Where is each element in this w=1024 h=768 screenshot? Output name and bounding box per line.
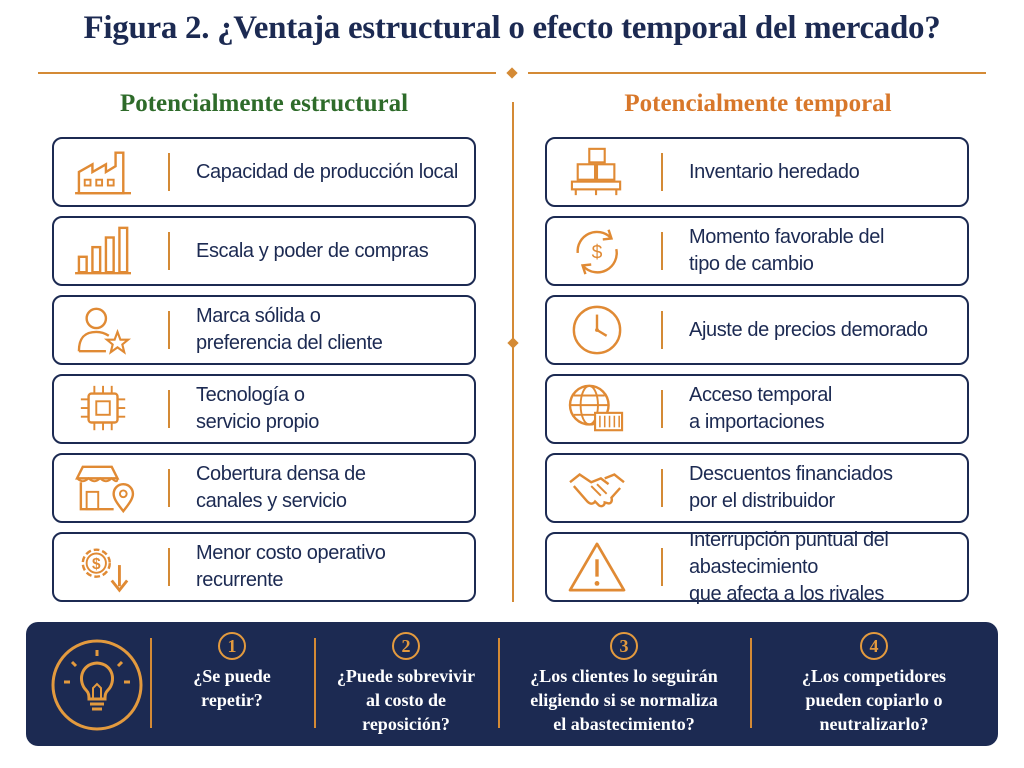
bar-chart-icon [72,224,136,278]
factor-label [196,376,468,442]
card-separator [168,469,170,507]
question-number: 2 [392,632,420,660]
factor-label-line: servicio propio [196,411,319,433]
column-divider-diamond [507,337,518,348]
factor-label [196,534,468,600]
question-text-line: reposición? [362,714,450,734]
factor-label [689,218,961,284]
footer-separator [314,638,316,728]
factor-card [545,374,969,444]
person-star-icon [72,303,136,357]
card-separator [661,469,663,507]
question-text-line: ¿Los competidores [801,666,947,686]
currency-exchange-icon [565,224,629,278]
factor-label-line: Descuentos financiados [689,463,893,485]
factor-label-line: Acceso temporal [689,384,832,406]
factor-card [52,137,476,207]
factor-label [689,528,961,605]
question-number: 4 [860,632,888,660]
card-separator [661,390,663,428]
question-text-line: neutralizarlo? [819,714,929,734]
factor-card [545,216,969,286]
figure-title: Figura 2. ¿Ventaja estructural o efecto temporal del mercado? [83,10,941,46]
factor-card [52,374,476,444]
factor-card [545,528,969,605]
factor-label-line: preferencia del cliente [196,332,383,354]
footer-separator [750,638,752,728]
factor-label [689,455,961,521]
factor-card [52,453,476,523]
factor-card [545,453,969,523]
key-question [157,628,307,712]
temporal-heading: Potencialmente temporal [624,90,892,117]
question-text-line: ¿Puede sobrevivir [336,666,476,686]
card-separator [661,311,663,349]
gear-dollar-down-icon [72,540,136,594]
svg-text:$: $ [91,555,101,573]
question-number: 3 [610,632,638,660]
factor-label [196,297,468,363]
factor-label-line: que afecta a los rivales [689,582,884,605]
factor-label-line: a importaciones [689,411,825,433]
factor-label-line: Marca sólida o [196,305,321,327]
key-question [774,628,974,736]
card-separator [168,232,170,270]
lightbulb-icon [50,638,144,732]
factor-label-line: Escala y poder de compras [196,239,429,262]
factor-label-line: tipo de cambio [689,253,814,275]
boxes-icon [565,145,629,199]
question-text-line: el abastecimiento? [553,714,695,734]
factory-icon [72,145,136,199]
factor-label-line: Momento favorable del [689,226,885,248]
question-number: 1 [218,632,246,660]
factor-label [689,139,961,205]
column-divider [512,102,514,602]
question-text-line: eligiendo si se normaliza [530,690,718,710]
factor-card [545,137,969,207]
svg-text:$: $ [591,242,603,264]
chip-icon [72,382,136,436]
card-separator [168,153,170,191]
handshake-icon [565,461,629,515]
card-separator [661,153,663,191]
factor-label-line: Interrupción puntual del abastecimiento [689,528,889,578]
card-separator [661,548,663,586]
question-text-line: repetir? [201,690,263,710]
factor-card [52,216,476,286]
key-question [321,628,491,736]
factor-label-line: Tecnología o [196,384,305,406]
card-separator [661,232,663,270]
factor-label [689,376,961,442]
question-text-line: al costo de [366,690,446,710]
title-divider-diamond [506,67,517,78]
factor-card [52,532,476,602]
card-separator [168,311,170,349]
globe-container-icon [565,382,629,436]
factor-label [689,297,961,363]
card-separator [168,390,170,428]
structural-heading: Potencialmente estructural [119,90,409,117]
factor-label-line: Ajuste de precios demorado [689,318,928,341]
footer-separator [498,638,500,728]
factor-label [196,218,468,284]
key-question [504,628,744,736]
factor-label-line: por el distribuidor [689,490,835,512]
factor-label-line: Cobertura densa de [196,463,366,485]
factor-label-line: Capacidad de producción local [196,160,458,183]
footer-separator [150,638,152,728]
factor-label [196,455,468,521]
question-text-line: ¿Los clientes lo seguirán [530,666,718,686]
question-text-line: ¿Se puede [193,666,271,686]
factor-label-line: recurrente [196,569,284,591]
factor-label [196,139,468,205]
factor-card [545,295,969,365]
store-location-icon [72,461,136,515]
factor-label-line: canales y servicio [196,490,347,512]
factor-label-line: Menor costo operativo [196,542,386,564]
factor-card [52,295,476,365]
question-text-line: pueden copiarlo o [805,690,943,710]
title-rule-right [528,72,986,74]
warning-icon [565,540,629,594]
clock-icon [565,303,629,357]
factor-label-line: Inventario heredado [689,160,860,183]
title-rule-left [38,72,496,74]
card-separator [168,548,170,586]
key-questions-bar [26,622,998,746]
